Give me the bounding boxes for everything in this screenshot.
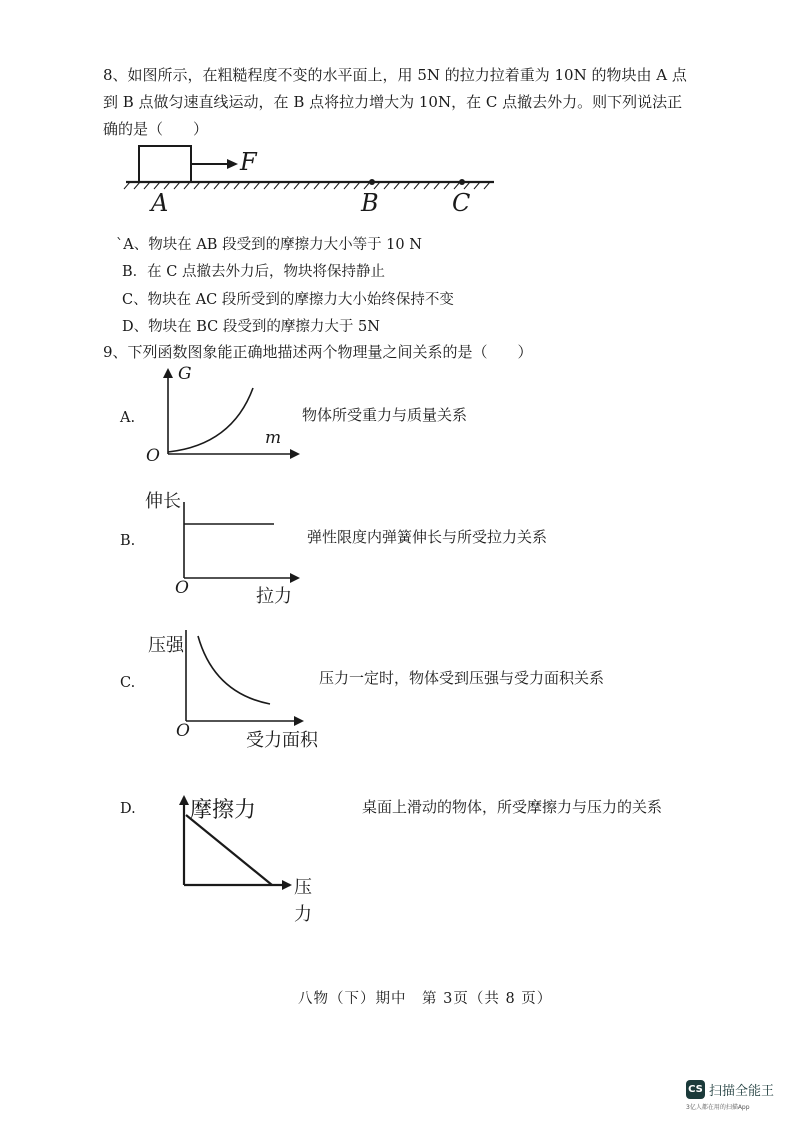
graph-c-x-label: 受力面积: [246, 730, 318, 751]
graph-c-curve: [198, 636, 270, 704]
scanner-watermark: [686, 1080, 774, 1099]
page-footer: 八物（下）期中 第 3页（共 8 页）: [298, 991, 553, 1007]
q8-option-a: `A、物块在 AB 段受到的摩擦力大小等于 10 N: [116, 237, 422, 253]
graph-c-letter: C.: [120, 675, 136, 691]
q8-option-c: C、物块在 AC 段所受到的摩擦力大小始终保持不变: [122, 292, 454, 308]
q8-stem-line3: 确的是（ ）: [103, 120, 209, 138]
graph-b-letter: B.: [120, 533, 136, 549]
q8-stem-line1: 8、如图所示，在粗糙程度不变的水平面上，用 5N 的拉力拉着重为 10N 的物块由 A 点: [103, 66, 687, 84]
graph-d-letter: D.: [120, 801, 136, 817]
q9-stem: 9、下列函数图象能正确地描述两个物理量之间关系的是（ ）: [103, 343, 533, 361]
point-a-label: A: [151, 189, 169, 217]
q8-option-d: D、物块在 BC 段受到的摩擦力大于 5N: [122, 319, 380, 335]
graph-a-description: 物体所受重力与质量关系: [302, 406, 468, 424]
graph-b-x-label: 拉力: [256, 586, 292, 607]
graph-c-y-label: 压强: [148, 635, 184, 656]
graph-d-y-label: 摩擦力: [190, 798, 257, 823]
force-label: F: [240, 148, 257, 176]
graph-a-origin: O: [146, 446, 160, 466]
graph-c-origin: O: [176, 721, 190, 741]
graph-d-x-label-2: 力: [294, 904, 312, 925]
graph-a-curve: [168, 388, 253, 452]
graph-a-y-label: G: [178, 364, 192, 384]
graph-d-description: 桌面上滑动的物体，所受摩擦力与压力的关系: [362, 798, 663, 816]
point-c-label: C: [452, 189, 471, 217]
graph-c: [186, 630, 302, 721]
camscanner-logo-icon: CS: [686, 1080, 705, 1099]
q8-option-b: B．在 C 点撤去外力后，物块将保持静止: [122, 264, 385, 280]
q8-stem-line2: 到 B 点做匀速直线运动，在 B 点将拉力增大为 10N，在 C 点撤去外力。则下列说法正: [103, 93, 683, 111]
graph-a-x-label: m: [265, 428, 282, 448]
graph-b-y-label: 伸长: [145, 491, 181, 512]
graph-a-letter: A.: [120, 410, 136, 426]
watermark-name: 扫描全能王: [709, 1084, 775, 1099]
watermark-subtitle: 3亿人都在用的扫描App: [686, 1104, 750, 1111]
graph-b-description: 弹性限度内弹簧伸长与所受拉力关系: [307, 528, 548, 546]
graph-d-x-label-1: 压: [294, 877, 312, 898]
graph-b: [184, 502, 298, 578]
graph-d-line: [186, 815, 272, 885]
point-b-label: B: [361, 189, 379, 217]
graph-c-description: 压力一定时，物体受到压强与受力面积关系: [319, 669, 605, 687]
graph-b-origin: O: [175, 578, 189, 598]
